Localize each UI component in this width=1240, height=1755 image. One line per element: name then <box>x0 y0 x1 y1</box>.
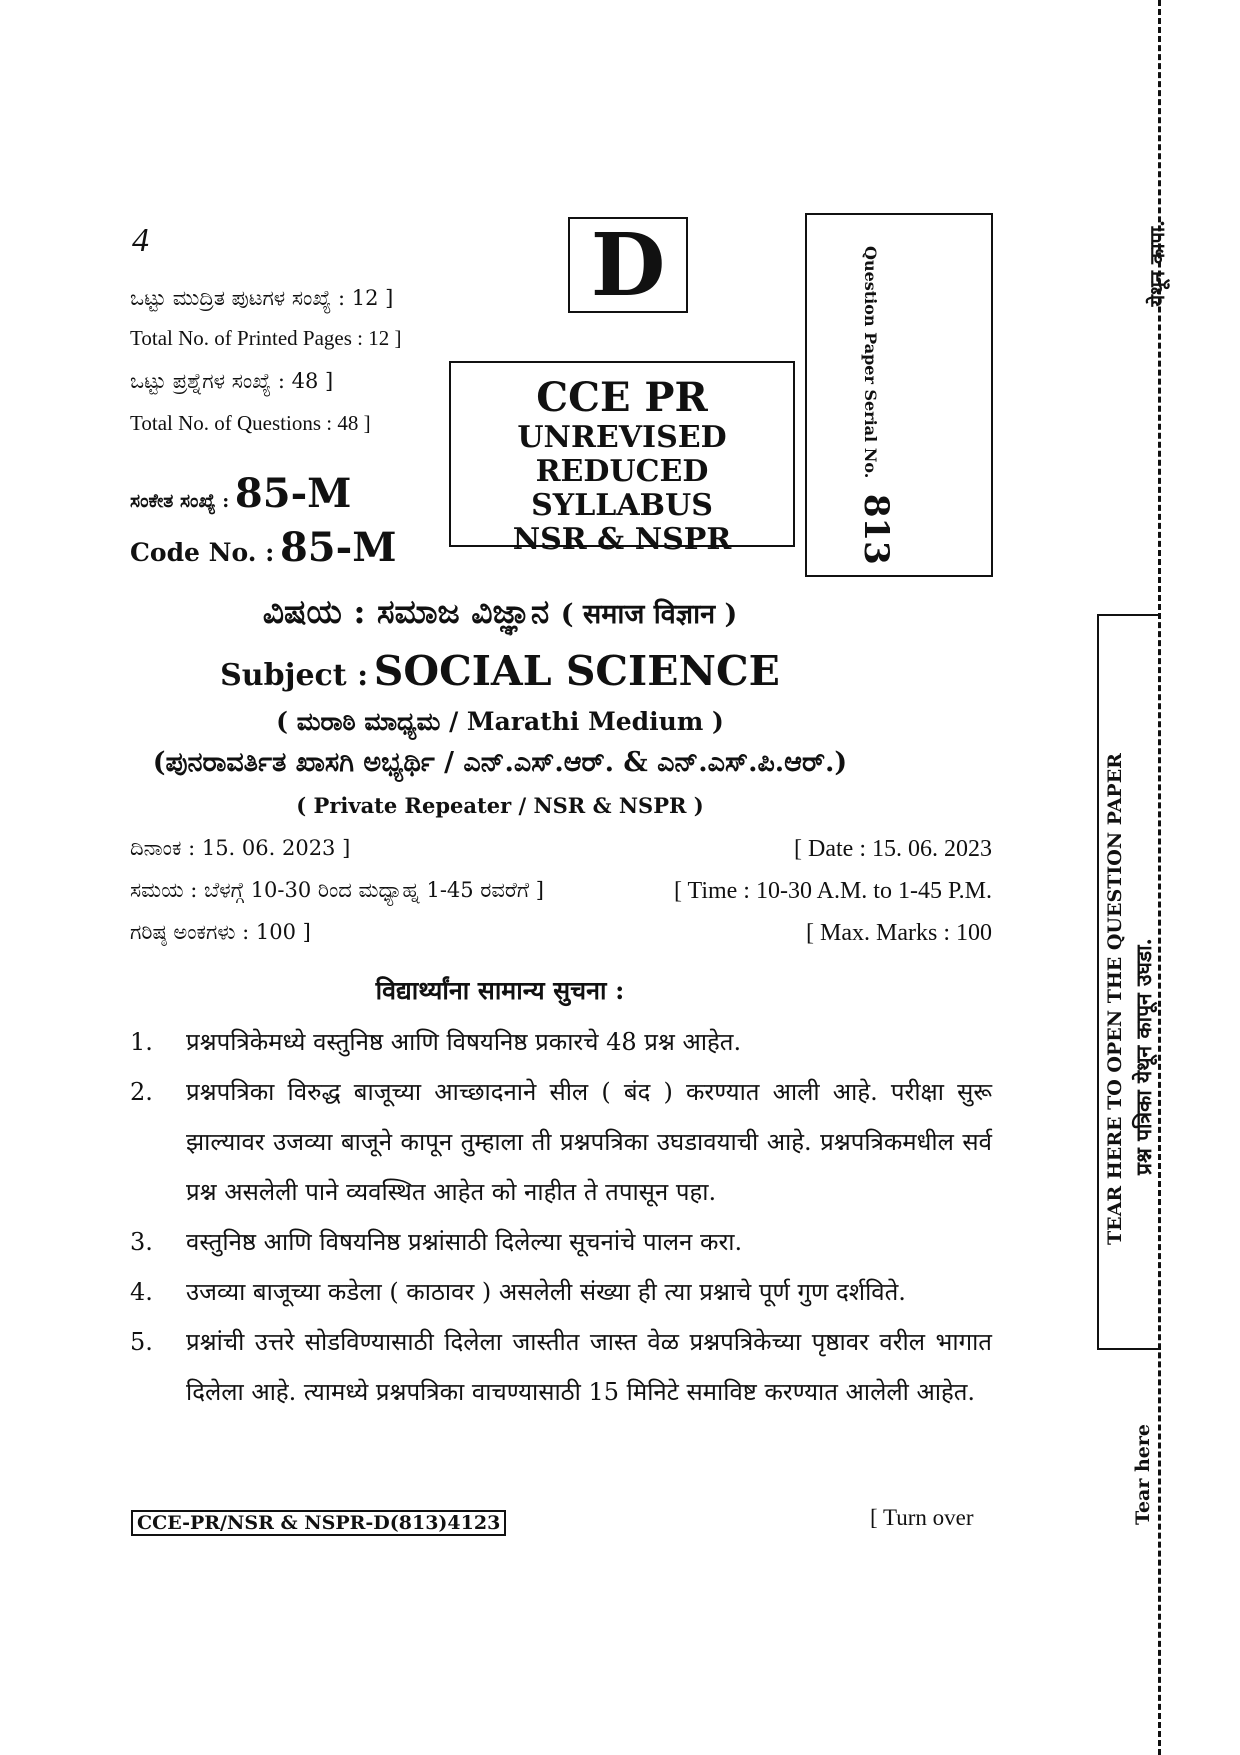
code-number-english <box>130 524 397 571</box>
marks-kannada: ಗರಿಷ್ಠ ಅಂಕಗಳು : 100 ] <box>130 920 311 944</box>
time-kannada: ಸಮಯ : ಬೆಳಗ್ಗೆ 10-30 ರಿಂದ ಮಧ್ಯಾಹ್ನ 1-45 ರವರೆಗೆ ] <box>130 878 544 902</box>
marks-row <box>130 920 992 947</box>
time-row <box>130 878 992 905</box>
tear-label-marathi: प्रश्न पत्रिका येथून कापून उघडा. <box>1131 938 1156 1175</box>
serial-number-label: Question Paper Serial No. <box>861 246 880 479</box>
questions-english: Total No. of Questions : 48 ] <box>130 411 371 435</box>
date-english: [ Date : 15. 06. 2023 <box>794 836 992 862</box>
instruction-item <box>130 1267 992 1317</box>
instruction-item <box>130 1317 992 1417</box>
exam-type-box <box>449 361 795 557</box>
instruction-item <box>130 1067 992 1217</box>
exam-type-line-2: UNREVISED <box>517 420 727 455</box>
instruction-number: 3. <box>130 1228 153 1256</box>
instruction-number: 2. <box>130 1078 153 1106</box>
printed-pages-english: Total No. of Printed Pages : 12 ] <box>130 326 402 350</box>
code-label-kannada: ಸಂಕೇತ ಸಂಖ್ಯೆ : <box>130 490 230 512</box>
subject-kannada-name: ವಿಷಯ : ಸಮಾಜ ವಿಜ್ಞಾನ <box>262 592 550 631</box>
serial-number-value: 813 <box>856 493 896 565</box>
code-number-kannada <box>130 470 351 517</box>
time-english: [ Time : 10-30 A.M. to 1-45 P.M. <box>673 878 992 904</box>
exam-type-line-4: NSR & NSPR <box>512 522 732 557</box>
instruction-text: प्रश्नपत्रिकेमध्ये वस्तुनिष्ठ आणि विषयनिष्ठ प्रकारचे 48 प्रश्न आहेत. <box>186 1028 742 1056</box>
paper-set-box <box>568 214 688 316</box>
code-value-english: 85-M <box>279 524 397 571</box>
candidate-type-kannada: (ಪುನರಾವರ್ತಿತ ಖಾಸಗಿ ಅಭ್ಯರ್ಥಿ / ಎನ್.ಎಸ್.ಆರ್. & ಎನ್.ಎಸ್.ಪಿ.ಆರ್.) <box>152 747 848 778</box>
instruction-number: 5. <box>130 1328 153 1356</box>
instructions-title: विद्यार्थ्यांना सामान्य सुचना : <box>375 976 625 1005</box>
instruction-text: प्रश्नांची उत्तरे सोडविण्यासाठी दिलेला जास्तीत जास्त वेळ प्रश्नपत्रिकेच्या पृष्ठावर वरील भागात दिलेला आहे. त्यामध्ये प्रश्नपत्रिका वाचण्यासाठी 15 मिनिटे समाविष्ट करण्यात आलेली आहेत. <box>186 1328 992 1406</box>
date-kannada: ದಿನಾಂಕ : 15. 06. 2023 ] <box>130 836 351 860</box>
exam-type-title: CCE PR <box>536 374 708 421</box>
subject-english <box>0 647 1000 695</box>
turn-over-label: [ Turn over <box>870 1505 974 1530</box>
instruction-item <box>130 1217 992 1267</box>
paper-set-letter: D <box>590 214 666 316</box>
page-number: 4 <box>132 222 149 259</box>
medium-line: ( ಮರಾಠಿ ಮಾಧ್ಯಮ / Marathi Medium ) <box>276 707 724 736</box>
footer-paper-code: CCE-PR/NSR & NSPR-D(813)4123 <box>131 1510 506 1536</box>
instruction-item <box>130 1017 992 1067</box>
marks-english: [ Max. Marks : 100 <box>806 920 992 946</box>
serial-number-box <box>805 213 993 577</box>
instruction-text: उजव्या बाजूच्या कडेला ( काठावर ) असलेली संख्या ही त्या प्रश्नाचे पूर्ण गुण दर्शविते. <box>186 1278 906 1306</box>
exam-type-line-3: REDUCED SYLLABUS <box>531 454 713 523</box>
code-label-english: Code No. : <box>130 538 275 567</box>
date-row <box>130 836 992 863</box>
subject-marathi-name: ( समाज विज्ञान ) <box>560 599 738 630</box>
tear-here-label: Tear here <box>1132 1424 1154 1525</box>
instruction-number: 4. <box>130 1278 153 1306</box>
serial-number-rotated <box>856 246 896 565</box>
candidate-type-english: ( Private Repeater / NSR & NSPR ) <box>296 793 704 818</box>
questions-kannada: ಒಟ್ಟು ಪ್ರಶ್ನೆಗಳ ಸಂಖ್ಯೆ : 48 ] <box>130 369 334 393</box>
instruction-text: वस्तुनिष्ठ आणि विषयनिष्ठ प्रश्नांसाठी दिलेल्या सूचनांचे पालन करा. <box>186 1228 743 1256</box>
tear-label-english: TEAR HERE TO OPEN THE QUESTION PAPER <box>1104 753 1126 1245</box>
instruction-text: प्रश्नपत्रिका विरुद्ध बाजूच्या आच्छादनाने सील ( बंद ) करण्यात आली आहे. परीक्षा सुरू झाल्यावर उजव्या बाजूने कापून तुम्हाला ती प्रश्नपत्रिका उघडावयाची आहे. प्रश्नपत्रिकमधील सर्व प्रश्न असलेली पाने व्यवस्थित आहेत को नाहीत ते तपासून पहा. <box>186 1078 992 1206</box>
subject-english-label: Subject : <box>220 658 369 693</box>
subject-kannada <box>0 592 1000 632</box>
printed-pages-kannada: ಒಟ್ಟು ಮುದ್ರಿತ ಪುಟಗಳ ಸಂಖ್ಯೆ : 12 ] <box>130 286 394 310</box>
instruction-number: 1. <box>130 1028 153 1056</box>
instructions-list <box>130 1017 992 1417</box>
code-value-kannada: 85-M <box>234 470 352 517</box>
subject-english-value: SOCIAL SCIENCE <box>373 647 780 695</box>
tear-label-top-marathi: येथून कापा. <box>1145 220 1169 307</box>
